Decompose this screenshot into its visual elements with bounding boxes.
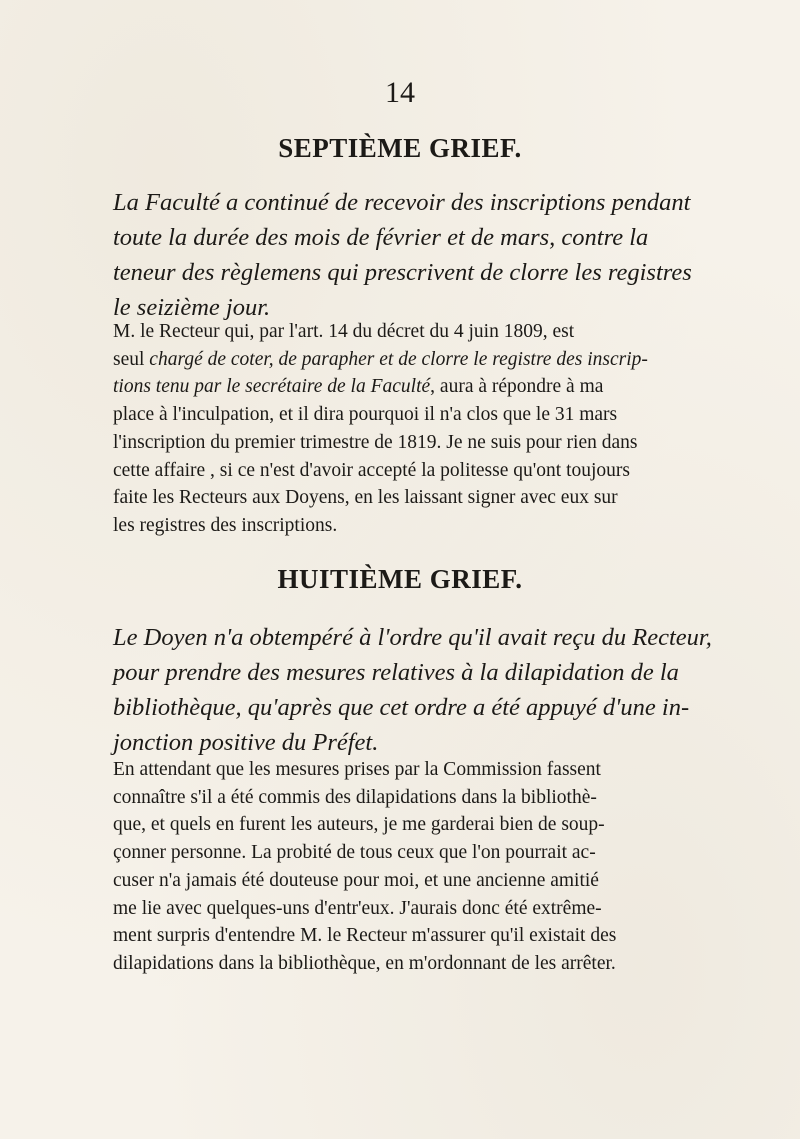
page-number: 14 xyxy=(385,76,415,109)
section-heading-8: HUITIÈME GRIEF. xyxy=(277,564,523,594)
grief-line: le seizième jour. xyxy=(113,294,271,321)
grief-statement-8 xyxy=(113,620,723,760)
body-line: dilapidations dans la bibliothèque, en m'ordonnant de les arrêter. xyxy=(113,952,616,974)
body-line: cette affaire , si ce n'est d'avoir accepté la politesse qu'ont toujours xyxy=(113,459,630,481)
body-line: çonner personne. La probité de tous ceux que l'on pourrait ac- xyxy=(113,842,596,864)
grief-line: Le Doyen n'a obtempéré à l'ordre qu'il avait reçu du Recteur, xyxy=(113,624,712,651)
grief-line: jonction positive du Préfet. xyxy=(113,729,379,756)
body-line: faite les Recteurs aux Doyens, en les laissant signer avec eux sur xyxy=(113,487,618,509)
body-paragraph-8 xyxy=(113,756,753,978)
body-line: tions tenu par le secrétaire de la Faculté, aura à répondre à ma xyxy=(113,376,604,398)
section-heading-7: SEPTIÈME GRIEF. xyxy=(278,133,522,163)
grief-line: bibliothèque, qu'après que cet ordre a été appuyé d'une in- xyxy=(113,694,690,721)
grief-line: pour prendre des mesures relatives à la dilapidation de la xyxy=(113,659,679,686)
grief-line: La Faculté a continué de recevoir des inscriptions pendant xyxy=(113,189,691,216)
body-line: En attendant que les mesures prises par la Commission fassent xyxy=(113,759,601,780)
body-line: seul chargé de coter, de parapher et de clorre le registre des inscrip- xyxy=(113,348,648,370)
body-paragraph-7 xyxy=(113,318,753,540)
body-line: l'inscription du premier trimestre de 1819. Je ne suis pour rien dans xyxy=(113,431,638,453)
body-line: M. le Recteur qui, par l'art. 14 du décret du 4 juin 1809, est xyxy=(113,321,575,342)
body-line: place à l'inculpation, et il dira pourquoi il n'a clos que le 31 mars xyxy=(113,404,618,426)
grief-statement-7 xyxy=(113,185,723,325)
body-line: que, et quels en furent les auteurs, je me garderai bien de soup- xyxy=(113,814,605,836)
body-line: me lie avec quelques-uns d'entr'eux. J'aurais donc été extrême- xyxy=(113,897,602,919)
grief-line: teneur des règlemens qui prescrivent de clorre les registres xyxy=(113,259,692,286)
body-line: ment surpris d'entendre M. le Recteur m'assurer qu'il existait des xyxy=(113,925,617,947)
body-line: connaître s'il a été commis des dilapidations dans la bibliothè- xyxy=(113,786,597,808)
grief-line: toute la durée des mois de février et de mars, contre la xyxy=(113,224,649,251)
body-line: cuser n'a jamais été douteuse pour moi, et une ancienne amitié xyxy=(113,869,599,891)
body-line: les registres des inscriptions. xyxy=(113,514,338,536)
